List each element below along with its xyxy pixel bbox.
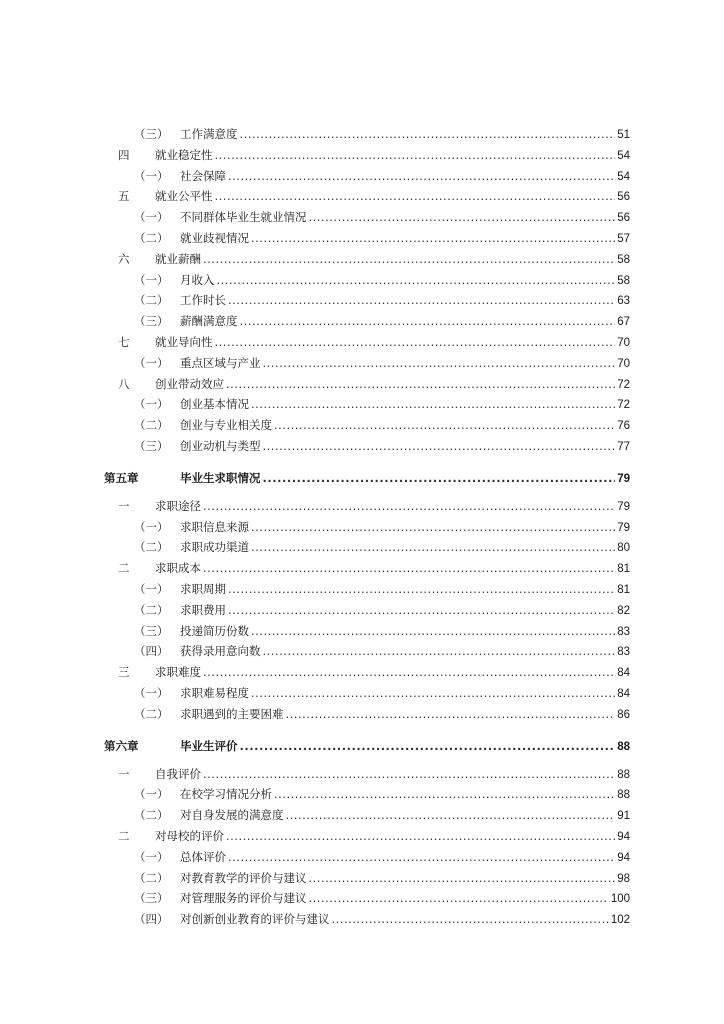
toc-entry-title: 毕业生评价 (180, 738, 238, 753)
toc-entry[interactable] (0, 704, 724, 725)
toc-entry-page-number: 72 (617, 399, 630, 412)
toc-entry-title-line (180, 207, 630, 229)
toc-leader-dots (263, 436, 616, 457)
toc-entry-title-line (155, 332, 630, 354)
toc-entry[interactable] (0, 207, 724, 228)
toc-entry-page-number: 91 (617, 810, 630, 823)
toc-leader-dots (263, 465, 616, 491)
toc-leader-dots (203, 249, 615, 270)
toc-entry-number: （一） (134, 168, 169, 183)
toc-leader-dots (309, 207, 616, 228)
toc-entry-title: 工作满意度 (180, 127, 238, 141)
toc-entry-number: （二） (134, 418, 169, 433)
toc-entry[interactable] (0, 600, 724, 621)
toc-entry-title: 对教育教学的评价与建议 (180, 870, 307, 885)
toc-entry[interactable] (0, 868, 724, 889)
toc-entry-title: 获得录用意向数 (180, 644, 261, 659)
toc-entry-number: 三 (118, 665, 130, 680)
toc-entry-title: 就业公平性 (155, 189, 213, 204)
toc-entry[interactable] (0, 145, 724, 166)
toc-entry-title: 就业薪酬 (155, 251, 201, 266)
toc-entry-title-line (155, 764, 630, 786)
toc-entry-number: （一） (134, 355, 169, 370)
toc-entry-page-number: 58 (617, 253, 630, 266)
toc-entry[interactable] (0, 290, 724, 311)
toc-entry-page-number: 63 (617, 295, 630, 308)
toc-entry-number: 二 (118, 828, 130, 843)
toc-entry-number: （四） (134, 644, 169, 659)
toc-entry[interactable] (0, 909, 724, 930)
toc-entry[interactable] (0, 415, 724, 436)
toc-entry[interactable] (0, 662, 724, 683)
toc-entry[interactable] (0, 847, 724, 868)
toc-entry-number: （一） (134, 787, 169, 802)
toc-entry-number: 四 (118, 147, 130, 162)
toc-entry-number: （三） (134, 127, 169, 141)
toc-entry-title-line (180, 847, 630, 869)
toc-entry-number: （二） (134, 230, 169, 245)
toc-entry-title-line (180, 394, 630, 416)
toc-entry-number: （二） (134, 540, 169, 555)
toc-entry-number: （四） (134, 912, 169, 927)
toc-entry-page-number: 100 (610, 893, 630, 906)
toc-entry-title: 毕业生求职情况 (180, 470, 261, 485)
toc-entry[interactable] (0, 311, 724, 332)
toc-entry-title-line (180, 517, 630, 539)
toc-entry-title: 工作时长 (180, 293, 226, 308)
toc-entry-number: （二） (134, 706, 169, 721)
toc-entry-title: 就业导向性 (155, 334, 213, 349)
toc-entry-page-number: 67 (617, 316, 630, 329)
toc-entry-page-number: 54 (617, 170, 630, 183)
toc-entry-page-number: 79 (617, 472, 630, 485)
toc-leader-dots (217, 270, 616, 291)
toc-entry-number: （一） (134, 272, 169, 287)
toc-entry-page-number: 81 (617, 583, 630, 596)
toc-entry-number: （一） (134, 581, 169, 596)
toc-entry-page-number: 70 (617, 336, 630, 349)
toc-leader-dots (274, 415, 615, 436)
toc-entry-title: 月收入 (180, 272, 215, 287)
toc-entry[interactable] (0, 826, 724, 847)
toc-entry-number: （三） (134, 891, 169, 906)
toc-entry-number: 一 (118, 766, 130, 781)
toc-entry-page-number: 82 (617, 604, 630, 617)
toc-entry-number: 七 (118, 334, 130, 349)
toc-entry-title-line (180, 600, 630, 622)
toc-entry-title: 求职周期 (180, 581, 226, 596)
toc-entry[interactable] (0, 517, 724, 538)
toc-entry-title: 创业与专业相关度 (180, 418, 272, 433)
toc-entry-number: （二） (134, 808, 169, 823)
toc-entry-title: 在校学习情况分析 (180, 787, 272, 802)
toc-entry[interactable] (0, 249, 724, 270)
toc-entry-page-number: 84 (617, 687, 630, 700)
toc-entry-page-number: 58 (617, 274, 630, 287)
toc-entry[interactable] (0, 888, 724, 909)
toc-leader-dots (226, 374, 615, 395)
toc-entry-page-number: 94 (617, 851, 630, 864)
toc-entry-title-line (180, 537, 630, 559)
toc-entry-page-number: 86 (617, 708, 630, 721)
toc-entry-title: 创业动机与类型 (180, 438, 261, 453)
toc-entry[interactable] (0, 332, 724, 353)
toc-entry-page-number: 77 (617, 440, 630, 453)
toc-entry-page-number: 56 (617, 191, 630, 204)
toc-leader-dots (228, 579, 615, 600)
toc-entry-title: 就业稳定性 (155, 147, 213, 162)
toc-entry-number: （一） (134, 685, 169, 700)
toc-entry-title-line (155, 249, 630, 271)
toc-entry-page-number: 94 (617, 830, 630, 843)
toc-entry-page-number: 83 (617, 646, 630, 659)
toc-entry-number: 八 (118, 376, 130, 391)
toc-entry-page-number: 76 (617, 420, 630, 433)
toc-entry[interactable] (0, 186, 724, 207)
toc-entry-number: （三） (134, 623, 169, 638)
toc-entry[interactable] (0, 805, 724, 826)
toc-entry[interactable] (0, 537, 724, 558)
toc-entry-number: （一） (134, 849, 169, 864)
toc-entry-number: 第六章 (104, 738, 139, 753)
toc-entry-number: 六 (118, 251, 130, 266)
toc-entry-title-line (180, 436, 630, 458)
toc-entry[interactable] (0, 683, 724, 704)
toc-leader-dots (251, 228, 615, 249)
toc-entry-number: （一） (134, 210, 169, 225)
toc-entry-title: 总体评价 (180, 849, 226, 864)
toc-entry-title-line (180, 579, 630, 601)
toc-entry-title-line (180, 270, 630, 292)
toc-entry-title-line (180, 290, 630, 312)
toc-entry-title: 就业歧视情况 (180, 230, 249, 245)
toc-entry-title: 对管理服务的评价与建议 (180, 891, 307, 906)
toc-entry[interactable] (0, 496, 724, 517)
toc-leader-dots (251, 537, 615, 558)
toc-entry-title-line (180, 353, 630, 375)
toc-leader-dots (240, 733, 616, 759)
toc-entry-number: （三） (134, 438, 169, 453)
toc-entry[interactable] (0, 270, 724, 291)
toc-entry-page-number: 83 (617, 625, 630, 638)
toc-leader-dots (228, 166, 615, 187)
toc-entry-title: 求职信息来源 (180, 519, 249, 534)
toc-leader-dots (286, 704, 616, 725)
toc-entry-number: （二） (134, 293, 169, 308)
toc-leader-dots (263, 641, 616, 662)
toc-entry[interactable] (0, 374, 724, 395)
toc-entry-title: 对创新创业教育的评价与建议 (180, 912, 330, 927)
toc-entry[interactable] (0, 124, 724, 145)
toc-leader-dots (240, 311, 616, 332)
toc-entry-title: 求职成本 (155, 561, 201, 576)
toc-entry-page-number: 57 (617, 232, 630, 245)
toc-leader-dots (228, 600, 615, 621)
toc-entry-number: 一 (118, 498, 130, 513)
toc-entry-page-number: 88 (617, 768, 630, 781)
toc-leader-dots (240, 124, 616, 145)
toc-entry-page-number: 84 (617, 667, 630, 680)
toc-entry-title: 求职难易程度 (180, 685, 249, 700)
toc-entry-page-number: 80 (617, 542, 630, 555)
toc-leader-dots (215, 332, 616, 353)
toc-leader-dots (203, 496, 615, 517)
toc-entry-title-line (155, 662, 630, 684)
toc-entry-title: 求职费用 (180, 602, 226, 617)
toc-entry-title-line (155, 558, 630, 580)
toc-entry-number: （三） (134, 314, 169, 329)
toc-entry-title-line (180, 784, 630, 806)
toc-leader-dots (251, 517, 615, 538)
toc-entry-page-number: 72 (617, 378, 630, 391)
toc-entry-title-line (180, 641, 630, 663)
toc-leader-dots (274, 784, 615, 805)
toc-entry-page-number: 70 (617, 357, 630, 370)
toc-chapter-entry[interactable] (0, 733, 724, 759)
toc-entry[interactable] (0, 784, 724, 805)
toc-entry-number: （二） (134, 870, 169, 885)
toc-entry-title-line (155, 186, 630, 208)
toc-entry-title: 求职途径 (155, 498, 201, 513)
toc-entry-title: 求职遇到的主要困难 (180, 706, 284, 721)
toc-entry-title-line (180, 683, 630, 705)
toc-leader-dots (203, 558, 615, 579)
toc-leader-dots (203, 662, 615, 683)
toc-entry[interactable] (0, 436, 724, 457)
toc-entry-title: 创业带动效应 (155, 376, 224, 391)
toc-entry[interactable] (0, 558, 724, 579)
toc-entry-title-line (180, 621, 630, 643)
toc-leader-dots (215, 186, 616, 207)
toc-entry-title: 重点区域与产业 (180, 355, 261, 370)
toc-entry-number: （一） (134, 397, 169, 412)
toc-entry-title-line (180, 888, 630, 910)
toc-entry-title-line (180, 868, 630, 890)
toc-entry-title-line (180, 166, 630, 188)
toc-leader-dots (309, 868, 616, 889)
toc-entry-title-line (180, 124, 630, 146)
table-of-contents (0, 124, 724, 930)
toc-entry-title: 创业基本情况 (180, 397, 249, 412)
toc-entry-title-line (155, 826, 630, 848)
toc-entry[interactable] (0, 621, 724, 642)
toc-entry[interactable] (0, 641, 724, 662)
toc-entry-title-line (180, 733, 630, 760)
toc-leader-dots (226, 826, 615, 847)
toc-entry-title-line (155, 374, 630, 396)
toc-entry-title-line (180, 415, 630, 437)
toc-entry[interactable] (0, 579, 724, 600)
toc-leader-dots (263, 353, 616, 374)
toc-entry-page-number: 102 (610, 914, 630, 927)
toc-leader-dots (332, 909, 609, 930)
toc-entry-title-line (155, 145, 630, 167)
toc-entry-title-line (180, 228, 630, 250)
toc-entry-title: 求职难度 (155, 665, 201, 680)
toc-entry-number: （一） (134, 519, 169, 534)
toc-entry-title-line (180, 704, 630, 726)
toc-entry-number: 第五章 (104, 470, 139, 485)
toc-entry-title-line (180, 465, 630, 492)
toc-entry-page-number: 88 (617, 789, 630, 802)
toc-entry-page-number: 81 (617, 563, 630, 576)
toc-leader-dots (286, 805, 616, 826)
toc-entry-page-number: 79 (617, 500, 630, 513)
toc-entry[interactable] (0, 764, 724, 785)
toc-entry[interactable] (0, 228, 724, 249)
toc-entry-page-number: 51 (617, 129, 630, 141)
toc-leader-dots (228, 847, 615, 868)
toc-entry-title: 不同群体毕业生就业情况 (180, 210, 307, 225)
toc-entry-title-line (180, 311, 630, 333)
toc-leader-dots (251, 621, 615, 642)
toc-entry-title: 投递简历份数 (180, 623, 249, 638)
toc-entry-number: 二 (118, 561, 130, 576)
toc-entry-number: （二） (134, 602, 169, 617)
toc-leader-dots (251, 394, 615, 415)
toc-leader-dots (251, 683, 615, 704)
toc-entry-title: 薪酬满意度 (180, 314, 238, 329)
toc-entry-page-number: 56 (617, 212, 630, 225)
toc-leader-dots (309, 888, 609, 909)
toc-leader-dots (228, 290, 615, 311)
toc-entry-title: 对母校的评价 (155, 828, 224, 843)
toc-entry-title-line (180, 805, 630, 827)
toc-leader-dots (203, 764, 615, 785)
toc-entry-title: 社会保障 (180, 168, 226, 183)
toc-entry[interactable] (0, 353, 724, 374)
toc-entry[interactable] (0, 394, 724, 415)
toc-entry-title-line (180, 909, 630, 931)
toc-entry-title: 对自身发展的满意度 (180, 808, 284, 823)
toc-entry-page-number: 88 (617, 740, 630, 753)
toc-entry-page-number: 54 (617, 149, 630, 162)
toc-entry-page-number: 79 (617, 521, 630, 534)
toc-entry-title: 求职成功渠道 (180, 540, 249, 555)
toc-entry-page-number: 98 (617, 872, 630, 885)
toc-entry-number: 五 (118, 189, 130, 204)
toc-entry-title-line (155, 496, 630, 518)
toc-leader-dots (215, 145, 616, 166)
toc-entry-title: 自我评价 (155, 766, 201, 781)
toc-entry[interactable] (0, 166, 724, 187)
toc-chapter-entry[interactable] (0, 465, 724, 491)
